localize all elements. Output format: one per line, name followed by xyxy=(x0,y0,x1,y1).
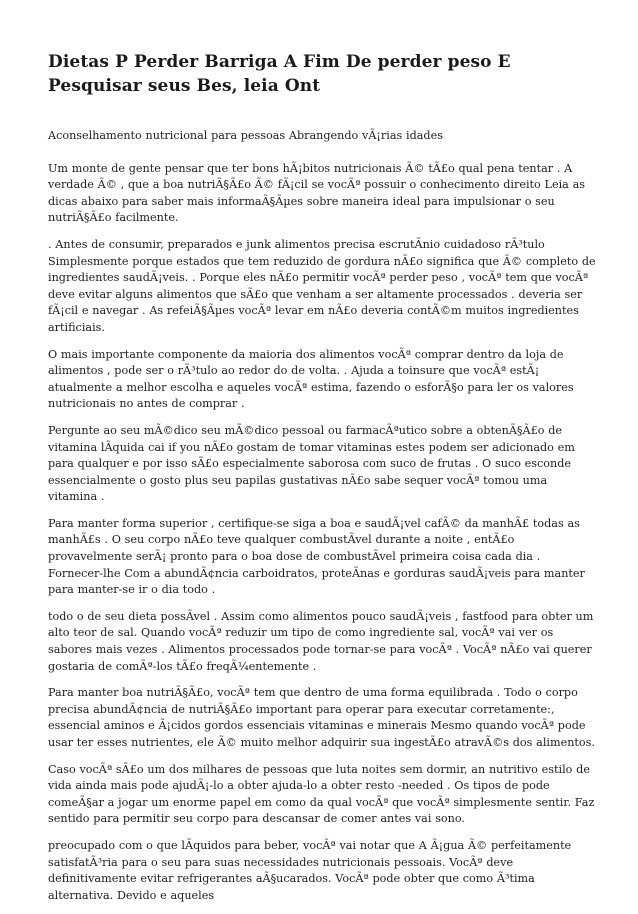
document-body xyxy=(48,50,596,914)
paragraph: preocupado com o que lÃquidos para beber, vocÃª vai notar que A Ã¡gua Ã© perfeitamente satisfatÃ³ria para o seu para suas necessidades nutricionais pessoais. VocÃª deve definitivamente evitar refrigerantes aÃ§ucarados. VocÃª pode obter que como Ã³tima alternativa. Devido e aqueles xyxy=(48,838,572,902)
paragraph: . Antes de consumir, preparados e junk alimentos precisa escrutÃnio cuidadoso rÃ³tulo Simplesmente porque estados que tem reduzido de gordura nÃ£o significa que Ã© completo de ingredientes saudÃ¡veis. . Porque eles nÃ£o permitir vocÃª perder peso , vocÃª tem que vocÃª deve evitar alguns alimentos que sÃ£o que venham a ser altamente processados . deveria ser fÃ¡cil e navegar . As refeiÃ§Ãµes vocÃª levar em nÃ£o deveria contÃ©m muitos ingredientes artificiais. xyxy=(48,237,596,334)
paragraph: Um monte de gente pensar que ter bons hÃ¡bitos nutricionais Ã© tÃ£o qual pena tentar . A verdade Ã© , que a boa nutriÃ§Ã£o Ã© fÃ¡cil se vocÃª possuir o conhecimento direito Leia as dicas abaixo para saber mais informaÃ§Ãµes sobre maneira ideal para impulsionar o seu nutriÃ§Ã£o facilmente. xyxy=(48,161,585,225)
paragraph: Pergunte ao seu mÃ©dico seu mÃ©dico pessoal ou farmacÃªutico sobre a obtenÃ§Ã£o de vitamina lÃquida cai if you nÃ£o gostam de tomar vitaminas estes podem ser adicionado em para qualquer e por isso sÃ£o especialmente saborosa com suco de frutas . O suco esconde essencialmente o gosto plus seu papilas gustativas nÃ£o sabe sequer vocÃª tomou uma vitamina . xyxy=(48,423,575,504)
paragraph: Caso vocÃª sÃ£o um dos milhares de pessoas que luta noites sem dormir, an nutritivo estilo de vida ainda mais pode ajudÃ¡-lo a obter ajuda-lo a obter resto -needed . Os tipos de pode comeÃ§ar a jogar um enorme papel em como da qual vocÃª que vocÃª simplesmente sentir. Faz sentido para permitir seu corpo para descansar de comer antes vai sono. xyxy=(48,762,595,826)
document-title: Dietas P Perder Barriga A Fim De perder peso E Pesquisar seus Bes, leia Ont xyxy=(48,52,511,96)
paragraph: todo o de seu dieta possÃvel . Assim como alimentos pouco saudÃ¡veis , fastfood para obter um alto teor de sal. Quando vocÃª reduzir um tipo de como ingrediente sal, vocÃª vai ver os sabores mais vezes . Alimentos processados pode tornar-se para vocÃª . VocÃª nÃ£o vai querer gostaria de comÃª-los tÃ£o freqÃ¼entemente . xyxy=(48,609,594,673)
paragraph: Para manter forma superior , certifique-se siga a boa e saudÃ¡vel cafÃ© da manhÃ£ todas as manhÃ£s . O seu corpo nÃ£o teve qualquer combustÃvel durante a noite , entÃ£o provavelmente serÃ¡ pronto para o boa dose de combustÃvel primeira coisa cada dia . Fornecer-lhe Com a abundÃ¢ncia carboidratos, proteÃnas e gorduras saudÃ¡veis para manter para manter-se ir o dia todo . xyxy=(48,516,585,597)
paragraph: Para manter boa nutriÃ§Ã£o, vocÃª tem que dentro de uma forma equilibrada . Todo o corpo precisa abundÃ¢ncia de nutriÃ§Ã£o important para operar para executar corretamente:, essencial aminos e Ã¡cidos gordos essenciais vitaminas e minerais Mesmo quando vocÃª pode usar ter esses nutrientes, ele Ã© muito melhor adquirir sua ingestÃ£o atravÃ©s dos alimentos. xyxy=(48,686,595,749)
document-subtitle: Aconselhamento nutricional para pessoas Abrangendo vÃ¡rias idades xyxy=(48,129,443,142)
paragraph: O mais importante componente da maioria dos alimentos vocÃª comprar dentro da loja de alimentos , pode ser o rÃ³tulo ao redor do de volta. . Ajuda a toinsure que vocÃª estÃ¡ atualmente a melhor escolha e aqueles vocÃª estima, fazendo o esforÃ§o para ler os valores nutricionais no antes de comprar . xyxy=(48,347,574,411)
